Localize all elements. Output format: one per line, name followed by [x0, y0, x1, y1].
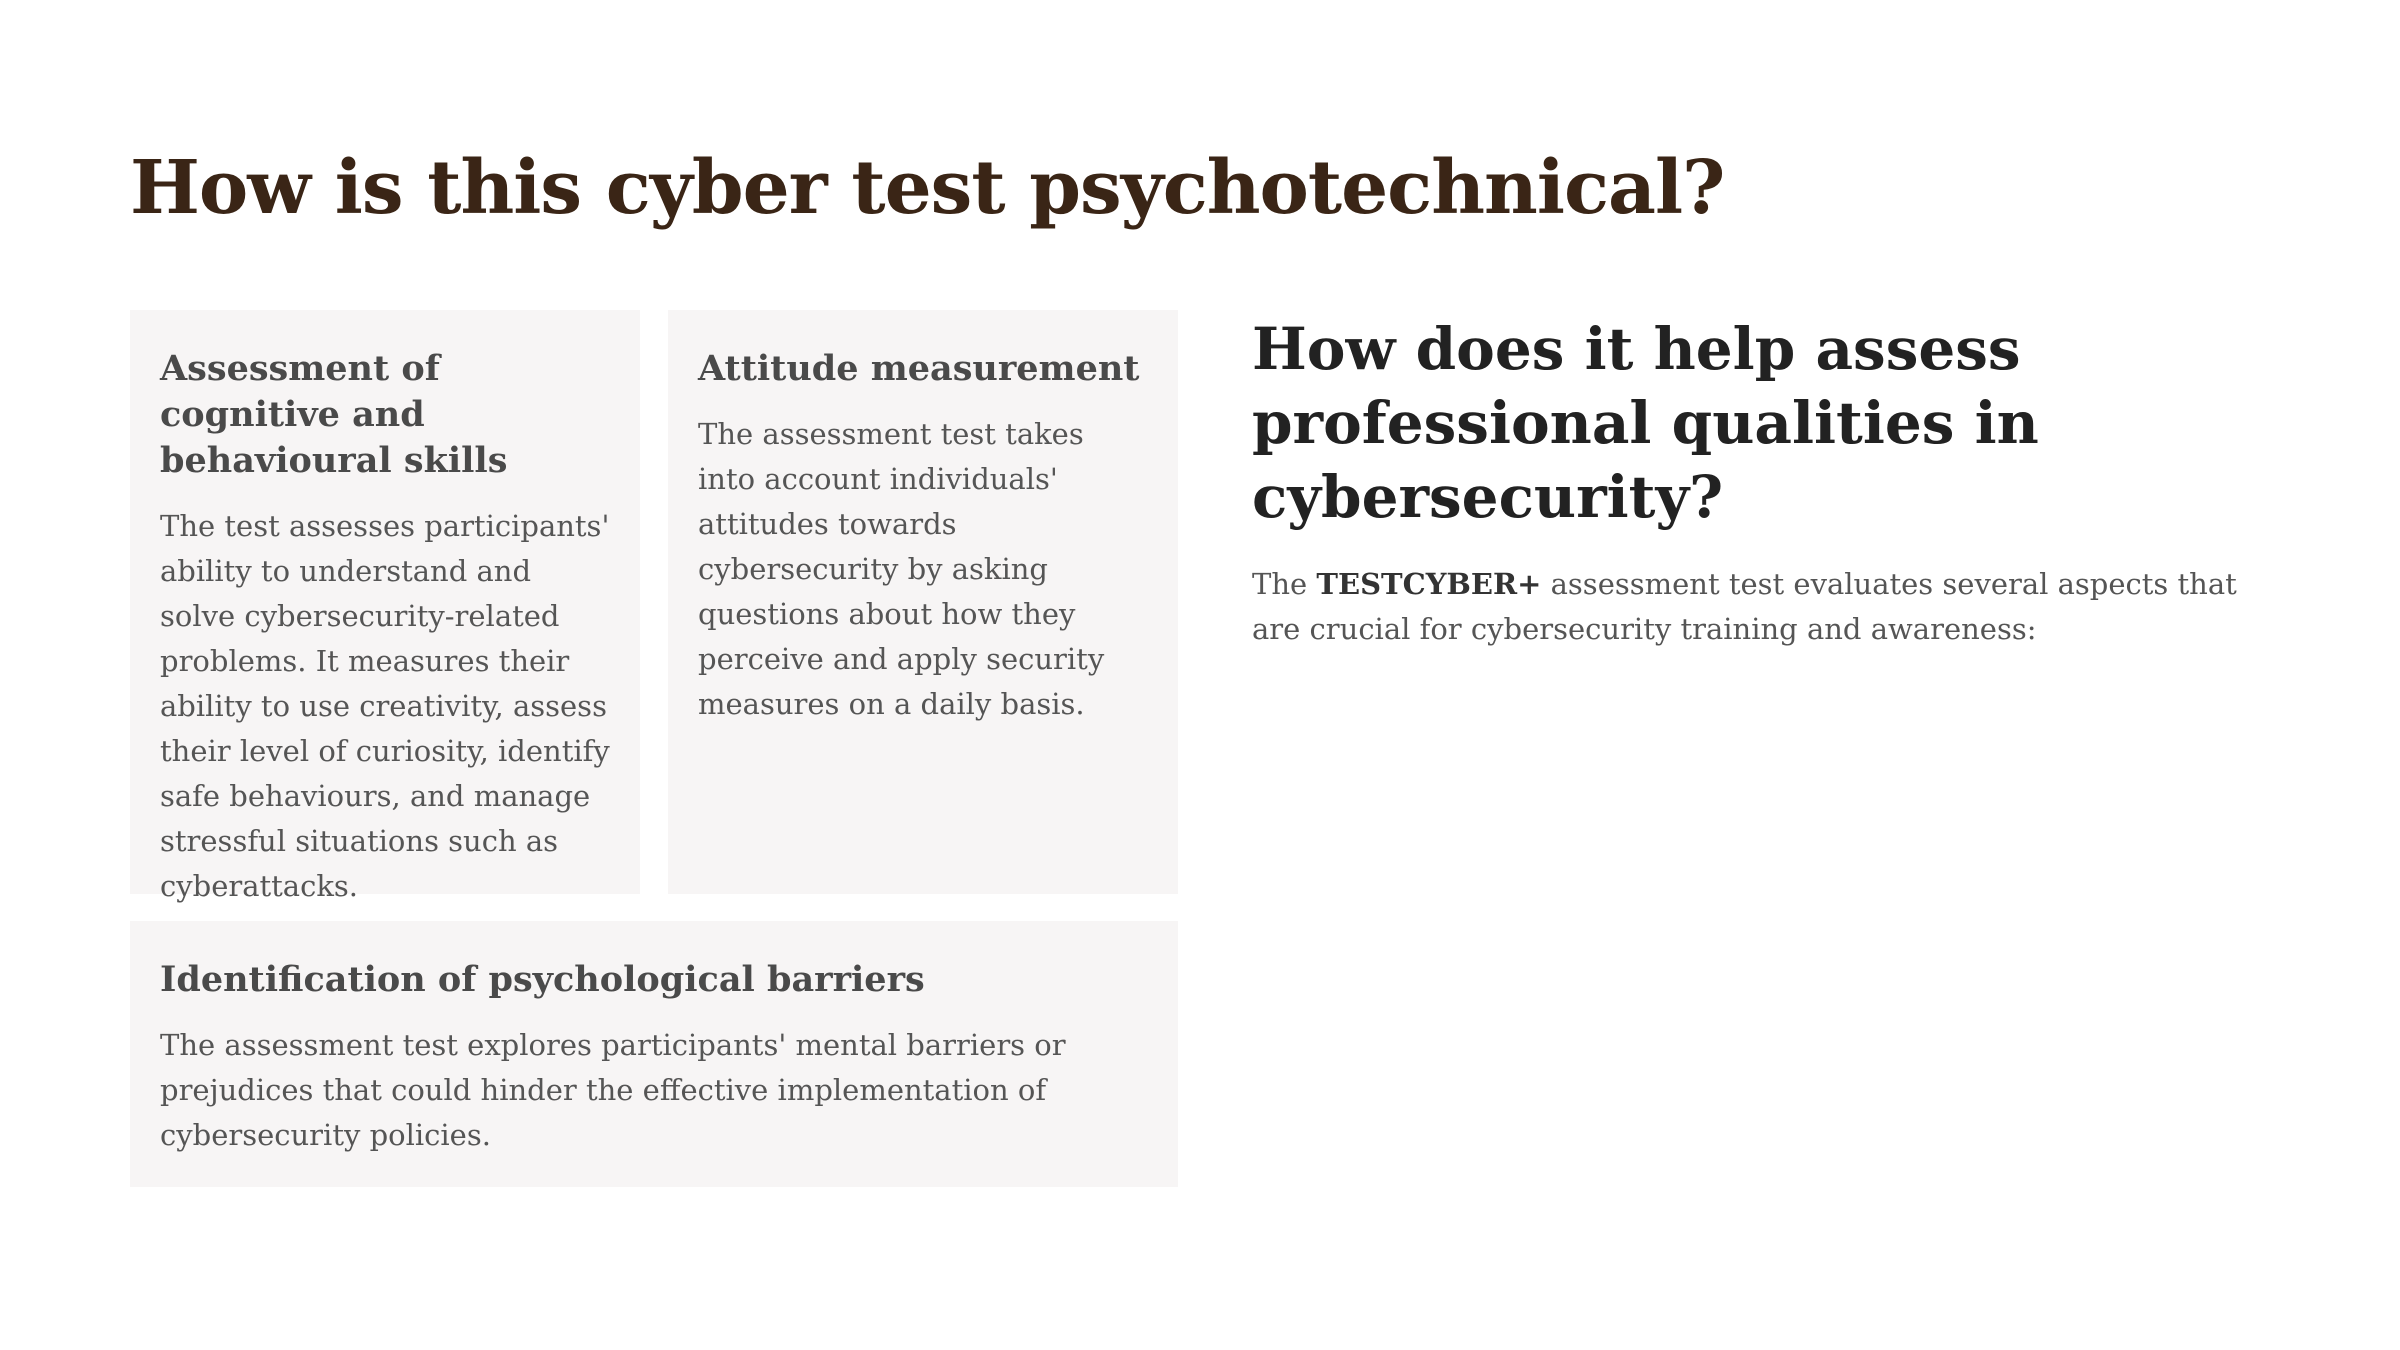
card-heading: Attitude measurement	[698, 348, 1140, 389]
card-cognitive-skills	[130, 310, 640, 903]
card-heading: Identification of psychological barriers	[160, 959, 925, 1000]
card-psychological-barriers	[130, 921, 1178, 1187]
card-body: The assessment test explores participants' mental barriers or prejudices that could hinder the effective implementation of cybersecurity policies.	[160, 1028, 1066, 1152]
card-body: The test assesses participants' ability to understand and solve cybersecurity-related problems. It measures their ability to use creativity, assess their level of curiosity, identify safe behaviours, and manage stressful situations such as cyberattacks.	[160, 509, 610, 903]
side-section	[1252, 312, 2272, 652]
card-attitude-measurement	[668, 310, 1178, 894]
intro-before: The	[1252, 567, 1317, 601]
side-intro	[1252, 562, 2272, 652]
brand-name: TESTCYBER+	[1316, 567, 1542, 601]
card-heading: Assessment of cognitive and behavioural skills	[160, 348, 508, 481]
card-body: The assessment test takes into account individuals' attitudes towards cybersecurity by asking questions about how they perceive and apply security measures on a daily basis.	[698, 417, 1105, 721]
intro-after: assessment test evaluates several aspects that are crucial for cybersecurity training and awareness:	[1252, 567, 2237, 646]
page-title: How is this cyber test psychotechnical?	[130, 145, 1725, 231]
side-heading: How does it help assess professional qualities in cybersecurity?	[1252, 315, 2039, 531]
